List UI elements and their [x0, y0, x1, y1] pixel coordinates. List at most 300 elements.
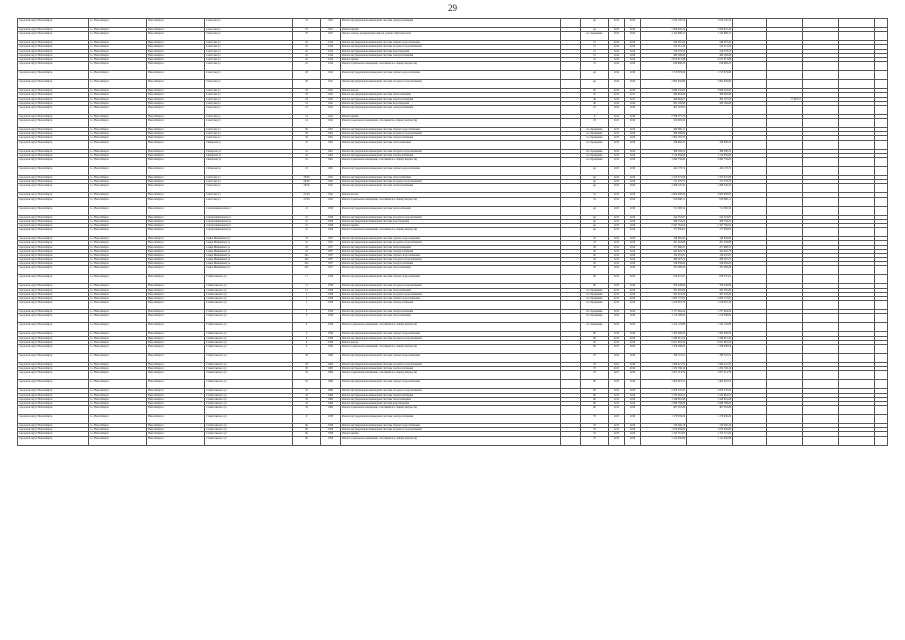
cell-house-number: 32: [293, 401, 321, 405]
cell-municipality: городской округ Новосибирск: [18, 28, 89, 32]
cell-cost-fund: 1 179 939,29: [687, 415, 733, 424]
cell-house-number: 41: [293, 153, 321, 157]
cell-wear: 60: [581, 380, 609, 389]
cell-cost-total: 460 168,96: [641, 53, 687, 57]
cell-year-start: 2015: [609, 19, 625, 28]
cell-cost-fund: 1 003 775,61: [687, 297, 733, 301]
cell-cost-fund: 177 930,62: [687, 228, 733, 237]
cell-street: Советская ул: [205, 57, 293, 61]
cell-cost-subsidy: [733, 119, 767, 128]
cell-street: Сибирская ул: [205, 158, 293, 167]
cell-year-start: 2015: [609, 432, 625, 436]
cell-house-number: 4: [293, 344, 321, 353]
cell-year-end: 2016: [625, 310, 641, 314]
cell-municipality: городской округ Новосибирск: [18, 367, 89, 371]
cell-cost-total: 2 786 075,75: [641, 114, 687, 118]
cell-street: Семьи Шамшиных ул: [205, 262, 293, 266]
cell-cost-total: 1 018 720,19: [641, 19, 687, 28]
cell-commission-year: 1956: [321, 219, 341, 223]
cell-year-start: 2015: [609, 140, 625, 149]
cell-commission-year: 1941: [321, 93, 341, 97]
cell-locality: Новосибирск г: [147, 415, 205, 424]
cell-settlement: г.о. Новосибирск: [89, 262, 147, 266]
cell-work-type: Ремонт внутридомовой инженерной системы холодного водоснабжения: [341, 241, 561, 245]
cell-work-type: Ремонт внутридомовой инженерной системы холодного водоснабжения: [341, 80, 561, 89]
cell-municipality: городской округ Новосибирск: [18, 292, 89, 296]
cell-cost-owners: [767, 266, 803, 275]
cell-municipality: городской округ Новосибирск: [18, 415, 89, 424]
cell-street: Семьи Шамшиных ул: [205, 237, 293, 241]
cell-commission-year: 1914: [321, 53, 341, 57]
cell-cost-extra: [839, 19, 875, 28]
cell-house-number: 19: [293, 241, 321, 245]
cell-cost-total: 2 662 608,04: [641, 193, 687, 197]
cell-cost-other: [803, 158, 839, 167]
cell-year-start: 2015: [609, 57, 625, 61]
cell-commission-year: 1958: [321, 275, 341, 284]
cell-settlement: г.о. Новосибирск: [89, 89, 147, 93]
cell-street: Станиславского ул: [205, 436, 293, 445]
cell-cost-subsidy: [733, 415, 767, 424]
cell-cost-owners: [767, 62, 803, 71]
cell-settlement: г.о. Новосибирск: [89, 297, 147, 301]
cell-flag: [875, 314, 888, 323]
cell-cost-total: 818 686,11: [641, 197, 687, 206]
cell-street: Серебренниковская ул: [205, 219, 293, 223]
cell-cost-extra: [839, 301, 875, 310]
cell-settlement: г.о. Новосибирск: [89, 401, 147, 405]
cell-cost-subsidy: [733, 301, 767, 310]
cell-municipality: городской округ Новосибирск: [18, 153, 89, 157]
cell-cost-subsidy: [733, 32, 767, 41]
cell-cost-total: 1 532 062,51: [641, 393, 687, 397]
cell-cost-total: 729 260,16: [641, 424, 687, 428]
cell-cost-fund: 1 074 659,60: [687, 428, 733, 432]
cell-work-type: Ремонт подвальных помещений, относящихся к общему имуществу: [341, 344, 561, 353]
cell-work-type: Ремонт внутридомовой инженерной системы теплоснабжения: [341, 397, 561, 401]
cell-year-start: 2015: [609, 397, 625, 401]
cell-cost-subsidy: [733, 371, 767, 380]
cell-year-end: 2016: [625, 193, 641, 197]
table-row: [18, 228, 888, 237]
cell-settlement: г.о. Новосибирск: [89, 314, 147, 323]
cell-cost-fund: 781 068,28: [687, 266, 733, 275]
cell-year-start: 2015: [609, 310, 625, 314]
cell-year-start: 2015: [609, 153, 625, 157]
cell-cost-total: 1 474 796,16: [641, 367, 687, 371]
cell-street: Серебренниковская ул: [205, 228, 293, 237]
cell-settlement: г.о. Новосибирск: [89, 371, 147, 380]
cell-cost-owners: [767, 344, 803, 353]
cell-street: Станиславского ул: [205, 389, 293, 393]
cell-work-type: Ремонт подвальных помещений, относящихся к общему имуществу: [341, 197, 561, 206]
cell-locality: Новосибирск г: [147, 119, 205, 128]
cell-house-number: 32: [293, 380, 321, 389]
cell-cost-fund: 1 345 006,20: [687, 332, 733, 336]
cell-year-start: 2015: [609, 206, 625, 215]
cell-year-end: 2016: [625, 71, 641, 80]
cell-cost-fund: 711 000,52: [687, 206, 733, 215]
cell-cost-total: 1 122 956,88: [641, 436, 687, 445]
cell-work-type: Ремонт внутридомовой инженерной системы холодного водоснабжения: [341, 215, 561, 219]
cell-settlement: г.о. Новосибирск: [89, 432, 147, 436]
cell-wear: 0: [581, 114, 609, 118]
cell-year-end: 2016: [625, 292, 641, 296]
cell-street: Советская ул: [205, 41, 293, 45]
cell-cost-fund: 1 057 314,79: [687, 371, 733, 380]
cell-settlement: г.о. Новосибирск: [89, 301, 147, 310]
table-row: [18, 353, 888, 362]
cell-year-start: 2015: [609, 245, 625, 249]
cell-cost-total: 2 197 764,04: [641, 223, 687, 227]
cell-year-start: 2015: [609, 167, 625, 176]
cell-note: [561, 80, 581, 89]
cell-settlement: г.о. Новосибирск: [89, 332, 147, 336]
cell-cost-fund: 1 114 859,94: [687, 153, 733, 157]
cell-wear: 50: [581, 266, 609, 275]
cell-commission-year: 1956: [321, 206, 341, 215]
cell-street: Станиславского ул: [205, 371, 293, 380]
cell-cost-subsidy: [733, 314, 767, 323]
cell-settlement: г.о. Новосибирск: [89, 228, 147, 237]
cell-settlement: г.о. Новосибирск: [89, 258, 147, 262]
cell-work-type: Ремонт внутридомовой инженерной системы электроснабжения: [341, 136, 561, 140]
cell-locality: Новосибирск г: [147, 28, 205, 32]
cell-street: Станиславского ул: [205, 380, 293, 389]
cell-cost-total: 3 846 432,00: [641, 89, 687, 93]
cell-wear: 15: [581, 49, 609, 53]
cell-flag: [875, 323, 888, 332]
cell-house-number: 9в: [293, 424, 321, 428]
cell-cost-total: 288 397,21: [641, 258, 687, 262]
cell-commission-year: 1960: [321, 362, 341, 366]
cell-cost-other: [803, 371, 839, 380]
cell-commission-year: 1960: [321, 393, 341, 397]
cell-cost-fund: 548 397,42: [687, 41, 733, 45]
cell-house-number: 11: [293, 284, 321, 288]
cell-locality: Новосибирск г: [147, 140, 205, 149]
cell-settlement: г.о. Новосибирск: [89, 97, 147, 101]
cell-commission-year: 1957: [321, 249, 341, 253]
cell-street: Советская ул: [205, 97, 293, 101]
cell-house-number: 32: [293, 393, 321, 397]
page-number: 29: [448, 3, 457, 13]
cell-settlement: г.о. Новосибирск: [89, 158, 147, 167]
cell-settlement: г.о. Новосибирск: [89, 428, 147, 432]
cell-street: Семьи Шамшиных ул: [205, 266, 293, 275]
cell-wear: по обращению: [581, 297, 609, 301]
table-row: [18, 158, 888, 167]
cell-street: Станиславского ул: [205, 340, 293, 344]
cell-settlement: г.о. Новосибирск: [89, 336, 147, 340]
cell-locality: Новосибирск г: [147, 362, 205, 366]
cell-year-end: 2016: [625, 284, 641, 288]
cell-house-number: 1: [293, 292, 321, 296]
cell-year-start: 2015: [609, 415, 625, 424]
cell-work-type: Ремонт внутридомовой инженерной системы теплоснабжения: [341, 288, 561, 292]
cell-cost-owners: [767, 19, 803, 28]
cell-note: [561, 119, 581, 128]
cell-locality: Новосибирск г: [147, 167, 205, 176]
cell-street: Семьи Шамшиных ул: [205, 245, 293, 249]
cell-commission-year: 1958: [321, 288, 341, 292]
capital-repair-table-sheet: [17, 18, 887, 634]
cell-cost-total: 1 313 075,08: [641, 176, 687, 180]
cell-locality: Новосибирск г: [147, 89, 205, 93]
cell-cost-subsidy: [733, 228, 767, 237]
cell-house-number: 20а: [293, 262, 321, 266]
cell-settlement: г.о. Новосибирск: [89, 380, 147, 389]
cell-work-type: Ремонт внутридомовой инженерной системы холодного водоснабжения: [341, 132, 561, 136]
cell-commission-year: 1958: [321, 284, 341, 288]
cell-settlement: г.о. Новосибирск: [89, 62, 147, 71]
cell-commission-year: 1961: [321, 167, 341, 176]
cell-cost-subsidy: [733, 275, 767, 284]
cell-note: [561, 197, 581, 206]
cell-cost-total: 9 021 802,56: [641, 340, 687, 344]
cell-municipality: городской округ Новосибирск: [18, 389, 89, 393]
cell-municipality: городской округ Новосибирск: [18, 424, 89, 428]
cell-street: Советская ул: [205, 62, 293, 71]
cell-year-end: 2016: [625, 262, 641, 266]
table-row: [18, 344, 888, 353]
cell-work-type: Ремонт внутридомовой инженерной системы электроснабжения: [341, 53, 561, 57]
cell-wear: ид: [581, 219, 609, 223]
cell-house-number: 21/28: [293, 193, 321, 197]
cell-municipality: городской округ Новосибирск: [18, 314, 89, 323]
cell-municipality: городской округ Новосибирск: [18, 53, 89, 57]
table-row: [18, 80, 888, 89]
cell-cost-subsidy: [733, 167, 767, 176]
cell-settlement: г.о. Новосибирск: [89, 389, 147, 393]
cell-work-type: Ремонт внутридомовой инженерной системы электроснабжения: [341, 105, 561, 114]
cell-municipality: городской округ Новосибирск: [18, 336, 89, 340]
cell-year-start: 2015: [609, 424, 625, 428]
cell-wear: по обращению: [581, 136, 609, 140]
cell-house-number: 21: [293, 215, 321, 219]
cell-work-type: Ремонт внутридомовой инженерной системы электроснабжения: [341, 262, 561, 266]
cell-work-type: Ремонт внутридомовой инженерной системы горячего водоснабжения: [341, 297, 561, 301]
cell-wear: 60: [581, 284, 609, 288]
cell-wear: 70: [581, 432, 609, 436]
cell-work-type: Ремонт внутридомовой инженерной системы горячего водоснабжения: [341, 253, 561, 257]
cell-house-number: 25: [293, 167, 321, 176]
cell-cost-total: 398 306,23: [641, 149, 687, 153]
cell-cost-fund: 477 698,31: [687, 245, 733, 249]
cell-year-end: 2016: [625, 314, 641, 323]
cell-house-number: 3: [293, 314, 321, 323]
cell-commission-year: 1956: [321, 215, 341, 219]
cell-municipality: городской округ Новосибирск: [18, 258, 89, 262]
cell-work-type: Ремонт внутридомовой инженерной системы холодного водоснабжения: [341, 389, 561, 393]
cell-cost-fund: 460 168,96: [687, 53, 733, 57]
cell-wear: по обращению: [581, 153, 609, 157]
cell-settlement: г.о. Новосибирск: [89, 288, 147, 292]
cell-cost-total: 1 090 756,00: [641, 158, 687, 167]
cell-wear: по обращению: [581, 292, 609, 296]
cell-street: Советская ул: [205, 71, 293, 80]
cell-house-number: 3: [293, 310, 321, 314]
cell-cost-extra: [839, 371, 875, 380]
cell-municipality: городской округ Новосибирск: [18, 297, 89, 301]
table-row: [18, 275, 888, 284]
cell-note: [561, 353, 581, 362]
cell-cost-other: [803, 140, 839, 149]
cell-flag: [875, 184, 888, 193]
cell-cost-total: 567 323,20: [641, 292, 687, 296]
cell-settlement: г.о. Новосибирск: [89, 245, 147, 249]
cell-cost-other: [803, 167, 839, 176]
cell-street: Станиславского ул: [205, 424, 293, 428]
cell-note: [561, 158, 581, 167]
cell-locality: Новосибирск г: [147, 428, 205, 432]
cell-house-number: 56: [293, 136, 321, 140]
cell-commission-year: 1961: [321, 128, 341, 132]
cell-year-end: 2016: [625, 80, 641, 89]
table-row: [18, 371, 888, 380]
cell-municipality: городской округ Новосибирск: [18, 228, 89, 237]
cell-cost-extra: [839, 140, 875, 149]
cell-settlement: г.о. Новосибирск: [89, 393, 147, 397]
cell-work-type: Ремонт внутридомовой инженерной системы горячего водоснабжения: [341, 128, 561, 132]
cell-work-type: Ремонт внутридомовой инженерной системы холодного водоснабжения: [341, 336, 561, 340]
cell-street: Сибирская ул: [205, 140, 293, 149]
cell-locality: Новосибирск г: [147, 206, 205, 215]
cell-commission-year: 1941: [321, 180, 341, 184]
cell-wear: 40: [581, 97, 609, 101]
cell-settlement: г.о. Новосибирск: [89, 32, 147, 41]
cell-cost-total: 1 074 659,60: [641, 428, 687, 432]
cell-street: Семьи Шамшиных ул: [205, 241, 293, 245]
cell-street: Станиславского ул: [205, 401, 293, 405]
cell-year-end: 2016: [625, 332, 641, 336]
cell-locality: Новосибирск г: [147, 262, 205, 266]
cell-street: Станиславского ул: [205, 275, 293, 284]
cell-commission-year: 1960: [321, 401, 341, 405]
cell-cost-fund: 316 578,55: [687, 49, 733, 53]
cell-year-end: 2016: [625, 245, 641, 249]
cell-cost-total: 1 586 221,55: [641, 362, 687, 366]
cell-house-number: 32: [293, 397, 321, 401]
cell-work-type: Ремонт внутридомовой инженерной системы электроснабжения: [341, 184, 561, 193]
cell-year-start: 2015: [609, 367, 625, 371]
cell-settlement: г.о. Новосибирск: [89, 219, 147, 223]
cell-locality: Новосибирск г: [147, 132, 205, 136]
cell-work-type: Ремонт внутридомовой инженерной системы горячего водоснабжения: [341, 275, 561, 284]
cell-street: Семьи Шамшиных ул: [205, 258, 293, 262]
cell-year-end: 2016: [625, 415, 641, 424]
cell-work-type: Ремонт крыши: [341, 57, 561, 61]
cell-cost-subsidy: [733, 406, 767, 415]
cell-cost-other: [803, 184, 839, 193]
cell-cost-extra: [839, 228, 875, 237]
cell-settlement: г.о. Новосибирск: [89, 19, 147, 28]
cell-work-type: Ремонт внутридомовой инженерной системы электроснабжения: [341, 97, 561, 101]
table-row: [18, 32, 888, 41]
cell-year-start: 2015: [609, 401, 625, 405]
cell-locality: Новосибирск г: [147, 149, 205, 153]
cell-cost-fund: 1 113 308,92: [687, 314, 733, 323]
cell-settlement: г.о. Новосибирск: [89, 93, 147, 97]
cell-cost-fund: 1 757 064,24: [687, 310, 733, 314]
cell-cost-other: [803, 353, 839, 362]
cell-cost-subsidy: [733, 353, 767, 362]
cell-house-number: 14: [293, 101, 321, 105]
cell-cost-owners: [767, 323, 803, 332]
cell-municipality: городской округ Новосибирск: [18, 80, 89, 89]
cell-cost-total: 1 348 015,22: [641, 336, 687, 340]
cell-work-type: Ремонт внутридомовой инженерной системы горячего водоснабжения: [341, 424, 561, 428]
cell-note: [561, 140, 581, 149]
cell-work-type: Ремонт внутридомовой инженерной системы теплоснабжения: [341, 245, 561, 249]
cell-year-start: 2014: [609, 49, 625, 53]
cell-house-number: 4: [293, 336, 321, 340]
cell-municipality: городской округ Новосибирск: [18, 93, 89, 97]
cell-locality: Новосибирск г: [147, 253, 205, 257]
cell-house-number: 9: [293, 415, 321, 424]
cell-street: Станиславского ул: [205, 301, 293, 310]
cell-year-end: 2016: [625, 258, 641, 262]
table-row: [18, 71, 888, 80]
cell-street: Станиславского ул: [205, 367, 293, 371]
cell-cost-subsidy: [733, 380, 767, 389]
cell-house-number: 22: [293, 62, 321, 71]
cell-settlement: г.о. Новосибирск: [89, 237, 147, 241]
cell-street: Станиславского ул: [205, 415, 293, 424]
cell-cost-subsidy: [733, 105, 767, 114]
cell-municipality: городской округ Новосибирск: [18, 193, 89, 197]
cell-note: [561, 266, 581, 275]
cell-street: Советская ул: [205, 53, 293, 57]
cell-year-start: 2015: [609, 371, 625, 380]
cell-wear: 60: [581, 406, 609, 415]
cell-cost-fund: 467 516,89: [687, 406, 733, 415]
cell-municipality: городской округ Новосибирск: [18, 140, 89, 149]
cell-year-start: 2015: [609, 180, 625, 184]
cell-year-end: 2016: [625, 153, 641, 157]
cell-cost-fund: [687, 105, 733, 114]
table-row: [18, 301, 888, 310]
cell-cost-fund: 288 397,21: [687, 258, 733, 262]
cell-cost-total: 2 089 798,00: [641, 401, 687, 405]
cell-commission-year: 1957: [321, 253, 341, 257]
cell-wear: по обращению: [581, 140, 609, 149]
cell-commission-year: 1958: [321, 436, 341, 445]
cell-cost-other: [803, 415, 839, 424]
cell-street: Станиславского ул: [205, 393, 293, 397]
cell-locality: Новосибирск г: [147, 180, 205, 184]
cell-cost-fund: 414 353,87: [687, 215, 733, 219]
cell-year-start: 2014: [609, 101, 625, 105]
cell-settlement: г.о. Новосибирск: [89, 362, 147, 366]
cell-work-type: Ремонт внутридомовой инженерной системы горячего водоснабжения: [341, 380, 561, 389]
cell-work-type: Ремонт внутридомовой инженерной системы теплоснабжения: [341, 206, 561, 215]
cell-commission-year: 1960: [321, 367, 341, 371]
cell-year-end: 2016: [625, 176, 641, 180]
cell-flag: [875, 62, 888, 71]
cell-cost-extra: [839, 353, 875, 362]
cell-work-type: Ремонт внутридомовой инженерной системы холодного водоснабжения: [341, 45, 561, 49]
cell-cost-owners: [767, 415, 803, 424]
cell-cost-fund: 782 595,69: [687, 288, 733, 292]
cell-commission-year: 1941: [321, 101, 341, 105]
cell-house-number: 30: [293, 353, 321, 362]
cell-year-start: 2015: [609, 223, 625, 227]
cell-commission-year: 1958: [321, 297, 341, 301]
cell-cost-total: 469 863,07: [641, 97, 687, 101]
cell-year-start: 2015: [609, 301, 625, 310]
cell-note: [561, 314, 581, 323]
